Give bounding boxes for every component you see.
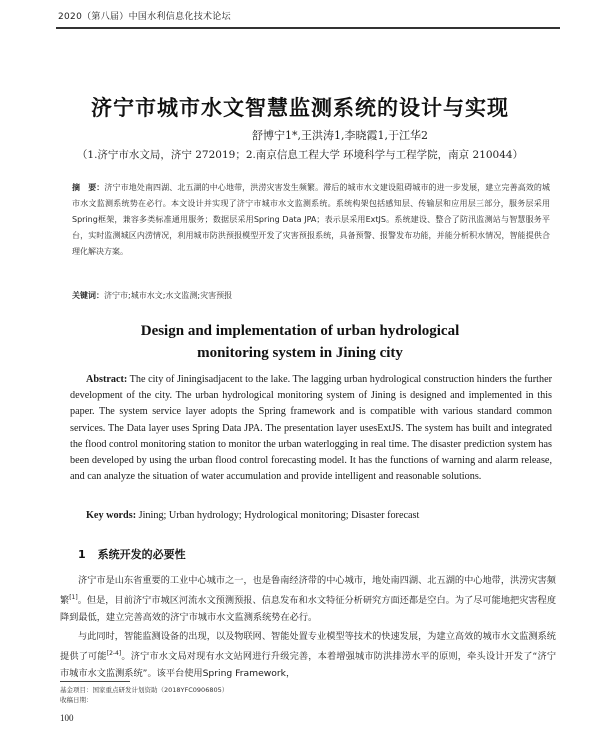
running-header: 2020（第八届）中国水利信息化技术论坛 xyxy=(58,12,231,22)
paper-title-en xyxy=(0,320,600,364)
abstract-cn-text: 济宁市地处南四湖、北五湖的中心地带，洪涝灾害发生频繁。滞后的城市水文建设阻碍城市的进一步发展，建立完善高效的城市水文监测系统势在必行。本文设计并实现了济宁市城市水文监测系统。系统构架包括感知层、传输层和应用层三部分，服务层采用Spring框架，兼容多类标准通用服务；数据层采用Spring Data JPA；表示层采用ExtJS。系统建设、整合了防汛监测站与智慧服务平台，实时监测城区内涝情况，利用城市防洪预报模型开发了灾害预报系统，具备预警、报警发布功能，并能分析积水情况，智能提供合理化解决方案。 xyxy=(72,183,551,256)
footnote xyxy=(60,685,228,705)
abstract-cn xyxy=(72,180,550,260)
keywords-en-text: Jining; Urban hydrology; Hydrological monitoring; Disaster forecast xyxy=(136,510,420,521)
footnote-rule xyxy=(60,681,130,682)
paper-title-en-line1: Design and implementation of urban hydrological xyxy=(140,323,460,339)
abstract-en xyxy=(70,372,552,485)
keywords-en xyxy=(86,510,552,521)
citation-ref: [1] xyxy=(69,594,78,601)
abstract-cn-label: 摘 要： xyxy=(72,183,105,192)
page-number: 100 xyxy=(60,713,74,723)
paper-title-en-line2: monitoring system in Jining city xyxy=(197,345,403,361)
funding-note: 基金项目：国家重点研发计划资助（2018YFC0906805） xyxy=(60,686,229,694)
keywords-cn-text: 济宁市;城市水文;水文监测;灾害预报 xyxy=(104,291,233,300)
citation-ref: [2-4] xyxy=(106,650,122,658)
section-heading xyxy=(78,546,186,562)
keywords-cn-label: 关键词： xyxy=(72,291,104,300)
section-title: 系统开发的必要性 xyxy=(97,548,186,561)
body-paragraph: 济宁市是山东省重要的工业中心城市之一，也是鲁南经济带的中心城市，地处南四湖、北五湖的中心地带，洪涝灾害频繁[1]。但是，目前济宁市城区河流水文预测预报、信息发布和水文特征分析研究方面还都是空白。为了尽可能地把灾害程度降到最低，建立完善高效的济宁市城市水文监测系统势在必行。 xyxy=(60,575,557,624)
body-paragraph: 与此同时，智能监测设备的出现，以及物联网、智能处置专业模型等技术的快速发展，为建立高效的城市水文监测系统提供了可能[2-4]。济宁市水文局对现有水文站网进行升级完善，本着增强城市防洪排涝水平的原则，牵头设计开发了“济宁市城市水文监测系统”。该平台使用Spring Framework， xyxy=(60,631,557,680)
author-list: 舒博宁1*,王洪涛1,李晓霞1,于江华2 xyxy=(252,129,428,142)
keywords-cn xyxy=(72,290,550,301)
header-rule xyxy=(56,27,560,29)
section-number: 1 xyxy=(78,548,86,561)
paper-title-cn: 济宁市城市水文智慧监测系统的设计与实现 xyxy=(91,95,509,120)
abstract-en-label: Abstract: xyxy=(86,374,128,385)
abstract-en-text: The city of Jiningisadjacent to the lake. The lagging urban hydrological construction hinders the further development of the city. The urban hydrological monitoring system of Jining is designed and implemented in this paper. The system service layer adopts the Spring framework and is compatible with various standard common services. The Data layer uses Spring Data JPA. The presentation layer usesExtJS. The system has built and integrated the flood control monitoring station to monitor the urban waterlogging in real time. The disaster prediction system has been developed by using the urban flood control forecasting model. It has the functions of warning and alarm release, and can analyze the situation of water accumulation and provide intelligent and reasonable solutions. xyxy=(70,374,552,483)
keywords-en-label: Key words: xyxy=(86,510,137,521)
received-date: 收稿日期： xyxy=(60,696,93,704)
affiliations: （1.济宁市水文局，济宁 272019；2.南京信息工程大学 环境科学与工程学院，南京 210044） xyxy=(76,149,524,161)
section-body xyxy=(60,572,556,684)
